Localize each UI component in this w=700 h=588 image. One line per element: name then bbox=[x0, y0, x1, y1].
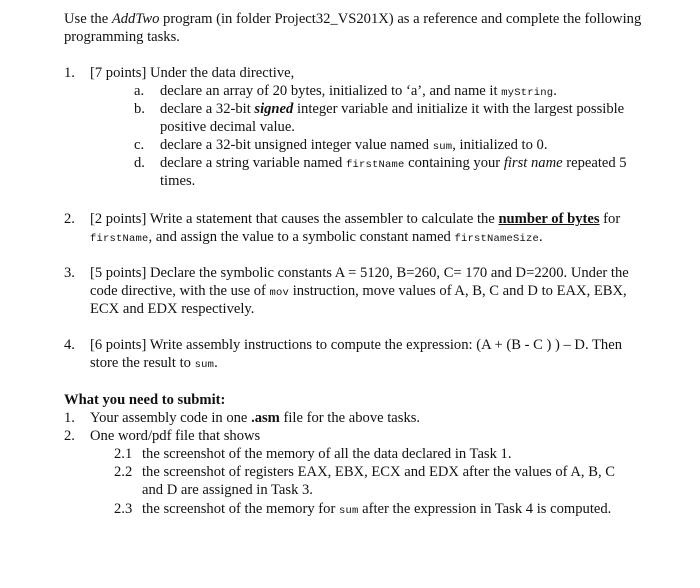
task-2-line-1 bbox=[90, 210, 620, 228]
task-4-line-1: [6 points] Write assembly instructions to compute the expression: (A + (B - C ) ) – D. Then bbox=[90, 337, 622, 353]
submit-subitem-number: 2.1 bbox=[114, 446, 133, 462]
code-identifier: sum bbox=[338, 505, 359, 517]
code-identifier: firstName bbox=[90, 233, 149, 245]
text: code directive, with the use of bbox=[90, 283, 270, 299]
code-identifier: sum bbox=[194, 359, 215, 371]
code-identifier: firstNameSize bbox=[454, 233, 540, 245]
text: [2 points] Write a statement that causes the assembler to calculate the bbox=[90, 211, 499, 227]
text: , and assign the value to a symbolic constant named bbox=[148, 229, 455, 245]
file-extension: .asm bbox=[251, 410, 280, 426]
task-1b bbox=[160, 100, 624, 118]
text: . bbox=[553, 83, 557, 99]
text: Your assembly code in one bbox=[90, 410, 252, 426]
subtask-letter: d. bbox=[134, 155, 145, 171]
text: the screenshot of the memory for bbox=[142, 501, 339, 517]
text: . bbox=[539, 229, 543, 245]
task-3-line-1: [5 points] Declare the symbolic constants A = 5120, B=260, C= 170 and D=2200. Under the bbox=[90, 265, 629, 281]
code-identifier: sum bbox=[432, 141, 453, 153]
text: declare a 32-bit unsigned integer value named bbox=[160, 137, 433, 153]
text: file for the above tasks. bbox=[279, 410, 421, 426]
submit-subitem-number: 2.3 bbox=[114, 501, 133, 517]
task-1c bbox=[160, 136, 547, 156]
code-identifier: firstName bbox=[345, 159, 405, 171]
submit-subitem-2-3 bbox=[142, 500, 611, 520]
text: , initialized to 0. bbox=[452, 137, 548, 153]
text: for bbox=[599, 211, 621, 227]
subtask-letter: b. bbox=[134, 101, 145, 117]
intro-line-2: programming tasks. bbox=[64, 29, 180, 45]
task-3-line-3: ECX and EDX respectively. bbox=[90, 301, 255, 317]
text: declare a string variable named bbox=[160, 155, 346, 171]
submit-item-1 bbox=[90, 409, 420, 427]
code-identifier: mov bbox=[269, 287, 290, 299]
intro-text: Use the bbox=[64, 11, 112, 27]
submit-subitem-2-2-cont: and D are assigned in Task 3. bbox=[142, 482, 313, 498]
intro-text: program (in folder Project32_VS201X) as a reference and complete the following bbox=[159, 11, 642, 27]
text: declare an array of 20 bytes, initialized to ‘a’, and name it bbox=[160, 83, 502, 99]
task-number: 1. bbox=[64, 65, 75, 81]
task-3-line-2 bbox=[90, 282, 627, 302]
subtask-letter: a. bbox=[134, 83, 145, 99]
text: instruction, move values of A, B, C and D to EAX, EBX, bbox=[289, 283, 627, 299]
task-1-title: [7 points] Under the data directive, bbox=[90, 65, 295, 81]
intro-line-1 bbox=[64, 10, 641, 28]
submit-item-2: One word/pdf file that shows bbox=[90, 428, 261, 444]
task-number: 3. bbox=[64, 265, 75, 281]
text: store the result to bbox=[90, 355, 195, 371]
submit-subitem-2-1: the screenshot of the memory of all the data declared in Task 1. bbox=[142, 446, 512, 462]
submit-item-number: 2. bbox=[64, 428, 75, 444]
emphasis: first name bbox=[503, 155, 563, 171]
submit-item-number: 1. bbox=[64, 410, 75, 426]
code-identifier: myString bbox=[501, 87, 554, 99]
task-1a bbox=[160, 82, 557, 102]
emphasis: signed bbox=[254, 101, 294, 117]
emphasis: number of bytes bbox=[498, 211, 600, 227]
submit-heading: What you need to submit: bbox=[64, 392, 226, 408]
text: declare a 32-bit bbox=[160, 101, 255, 117]
text: after the expression in Task 4 is computed. bbox=[358, 501, 612, 517]
text: repeated 5 bbox=[562, 155, 627, 171]
text: . bbox=[214, 355, 218, 371]
submit-subitem-2-2: the screenshot of registers EAX, EBX, ECX and EDX after the values of A, B, C bbox=[142, 464, 615, 480]
task-1d-cont: times. bbox=[160, 173, 196, 189]
text: containing your bbox=[404, 155, 504, 171]
task-1d bbox=[160, 154, 627, 174]
task-number: 4. bbox=[64, 337, 75, 353]
subtask-letter: c. bbox=[134, 137, 145, 153]
text: integer variable and initialize it with the largest possible bbox=[293, 101, 625, 117]
program-name: AddTwo bbox=[111, 11, 160, 27]
task-1b-cont: positive decimal value. bbox=[160, 119, 295, 135]
task-4-line-2 bbox=[90, 354, 218, 374]
task-2-line-2 bbox=[90, 228, 543, 248]
submit-subitem-number: 2.2 bbox=[114, 464, 133, 480]
task-number: 2. bbox=[64, 211, 75, 227]
